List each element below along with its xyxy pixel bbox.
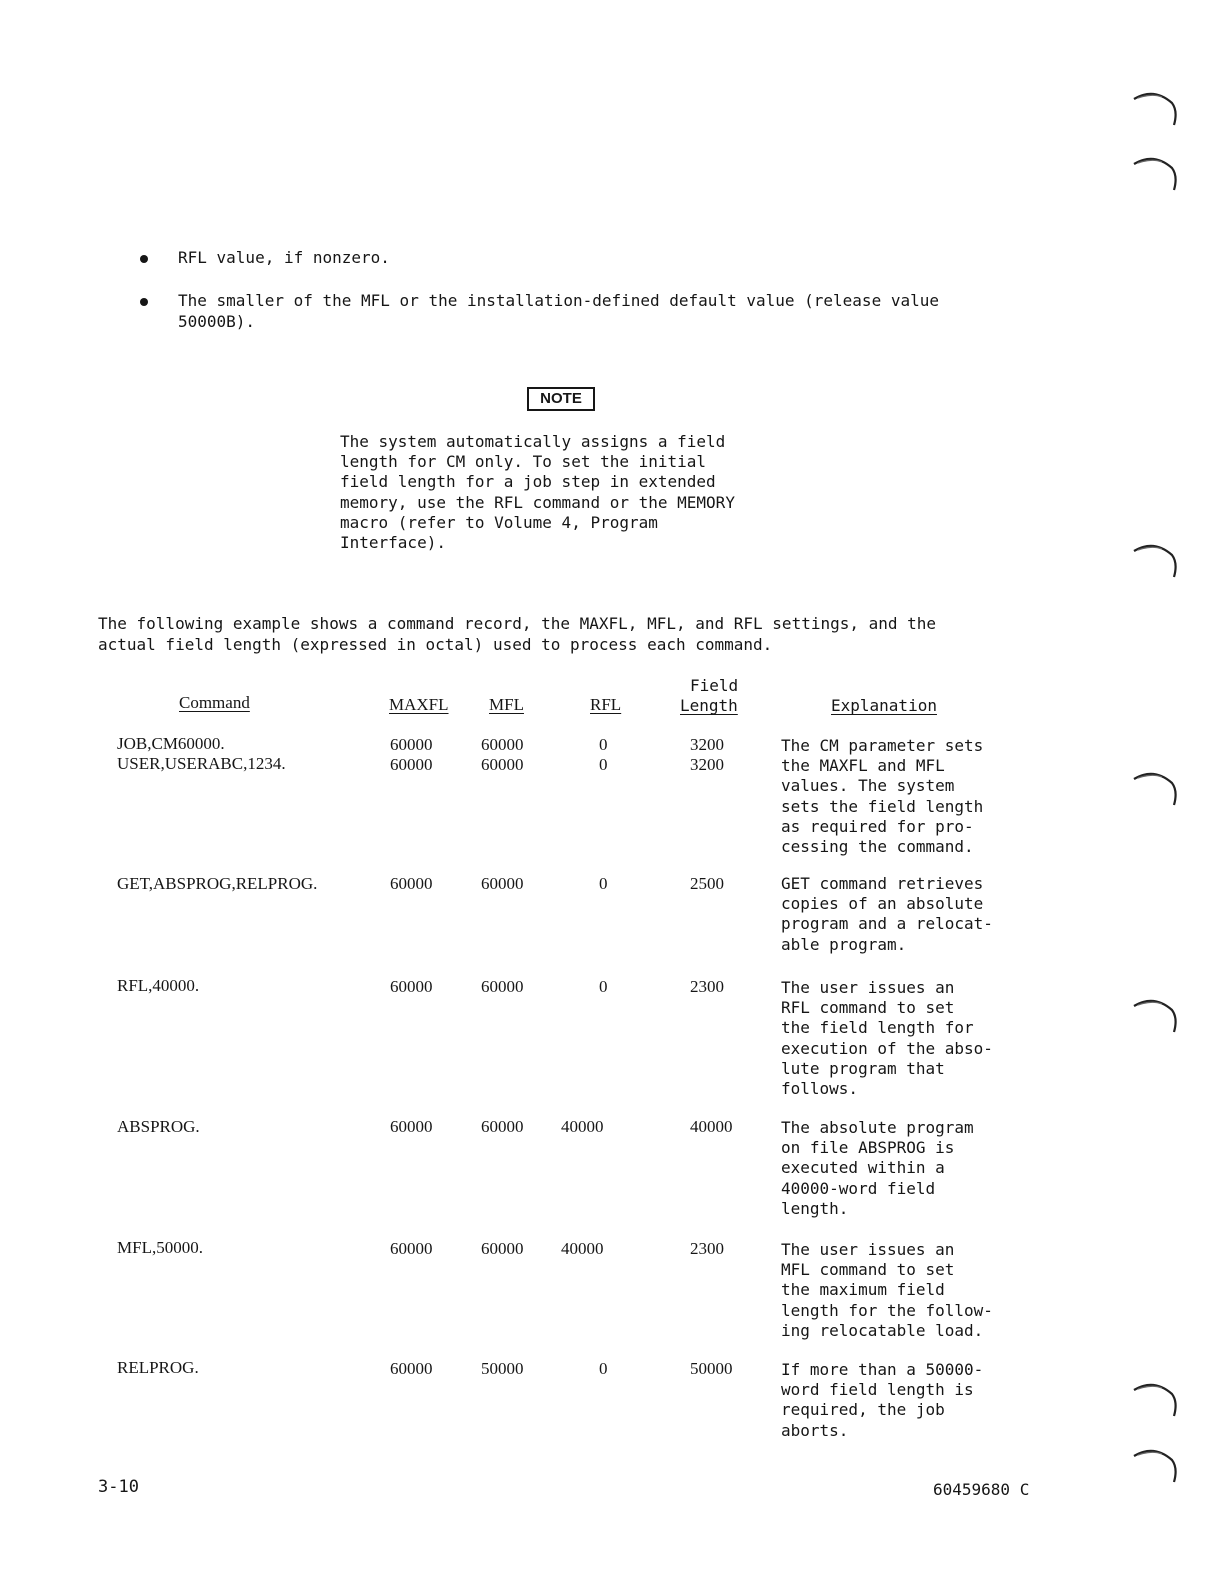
header-mfl: MFL [489, 695, 524, 714]
binder-ring-icon [1132, 765, 1182, 815]
row-7-mfl: 50000 [481, 1359, 524, 1378]
document-number: 60459680 C [933, 1480, 1030, 1499]
header-length: Length [680, 696, 738, 715]
row-4-rfl: 0 [599, 977, 608, 996]
note-label: NOTE [527, 387, 595, 411]
header-command: Command [179, 693, 250, 712]
bullet-2-text: The smaller of the MFL or the installation-defined default value (release value 50000B). [178, 291, 939, 331]
bullet-1-text: RFL value, if nonzero. [178, 248, 390, 267]
row-3-rfl: 0 [599, 874, 608, 893]
row-5-explanation: The absolute program on file ABSPROG is executed within a 40000-word field length. [781, 1118, 974, 1218]
row-3-maxfl: 60000 [390, 874, 433, 893]
row-4-explanation: The user issues an RFL command to set the field length for execution of the abso- lute program that follows. [781, 978, 993, 1099]
row-5-maxfl: 60000 [390, 1117, 433, 1136]
binder-ring-icon [1132, 992, 1182, 1042]
row-6-length: 2300 [690, 1239, 724, 1258]
note-text: The system automatically assigns a field length for CM only. To set the initial field length for a job step in extended memory, use the RFL command or the MEMORY macro (refer to Volume 4, Program Interface). [340, 432, 735, 553]
row-3-mfl: 60000 [481, 874, 524, 893]
binder-ring-icon [1132, 537, 1182, 587]
row-4-length: 2300 [690, 977, 724, 996]
binder-ring-icon [1132, 85, 1182, 135]
binder-ring-icon [1132, 1376, 1182, 1426]
row-7-explanation: If more than a 50000- word field length is required, the job aborts. [781, 1360, 984, 1440]
row-7-maxfl: 60000 [390, 1359, 433, 1378]
row-2-rfl: 0 [599, 755, 608, 774]
row-1-rfl: 0 [599, 735, 608, 754]
row-4-mfl: 60000 [481, 977, 524, 996]
row-6-maxfl: 60000 [390, 1239, 433, 1258]
row-6-command: MFL,50000. [117, 1238, 203, 1257]
header-explanation: Explanation [831, 696, 937, 715]
row-1-command: JOB,CM60000. [117, 734, 225, 753]
row-6-rfl: 40000 [561, 1239, 604, 1258]
row-3-command: GET,ABSPROG,RELPROG. [117, 874, 318, 893]
row-7-rfl: 0 [599, 1359, 608, 1378]
row-1-explanation: The CM parameter sets the MAXFL and MFL values. The system sets the field length as required for pro- cessing the command. [781, 736, 984, 857]
row-2-command: USER,USERABC,1234. [117, 754, 286, 773]
row-4-maxfl: 60000 [390, 977, 433, 996]
row-2-maxfl: 60000 [390, 755, 433, 774]
row-7-length: 50000 [690, 1359, 733, 1378]
row-5-command: ABSPROG. [117, 1117, 200, 1136]
bullet-1-dot [140, 255, 148, 263]
row-6-mfl: 60000 [481, 1239, 524, 1258]
row-1-mfl: 60000 [481, 735, 524, 754]
row-5-length: 40000 [690, 1117, 733, 1136]
row-4-command: RFL,40000. [117, 976, 200, 995]
binder-ring-icon [1132, 150, 1182, 200]
row-3-explanation: GET command retrieves copies of an absolute program and a relocat- able program. [781, 874, 993, 954]
header-rfl: RFL [590, 695, 622, 714]
row-7-command: RELPROG. [117, 1358, 199, 1377]
row-5-rfl: 40000 [561, 1117, 604, 1136]
row-1-maxfl: 60000 [390, 735, 433, 754]
row-1-length: 3200 [690, 735, 724, 754]
bullet-2-dot [140, 298, 148, 306]
page-number: 3-10 [98, 1477, 139, 1497]
row-5-mfl: 60000 [481, 1117, 524, 1136]
intro-paragraph: The following example shows a command record, the MAXFL, MFL, and RFL settings, and the actual field length (expressed in octal) used to process each command. [98, 614, 937, 654]
row-2-mfl: 60000 [481, 755, 524, 774]
row-3-length: 2500 [690, 874, 724, 893]
header-field: Field [690, 676, 739, 695]
row-2-length: 3200 [690, 755, 724, 774]
header-maxfl: MAXFL [389, 695, 449, 714]
row-6-explanation: The user issues an MFL command to set the maximum field length for the follow- ing relocatable load. [781, 1240, 993, 1340]
binder-ring-icon [1132, 1442, 1182, 1492]
